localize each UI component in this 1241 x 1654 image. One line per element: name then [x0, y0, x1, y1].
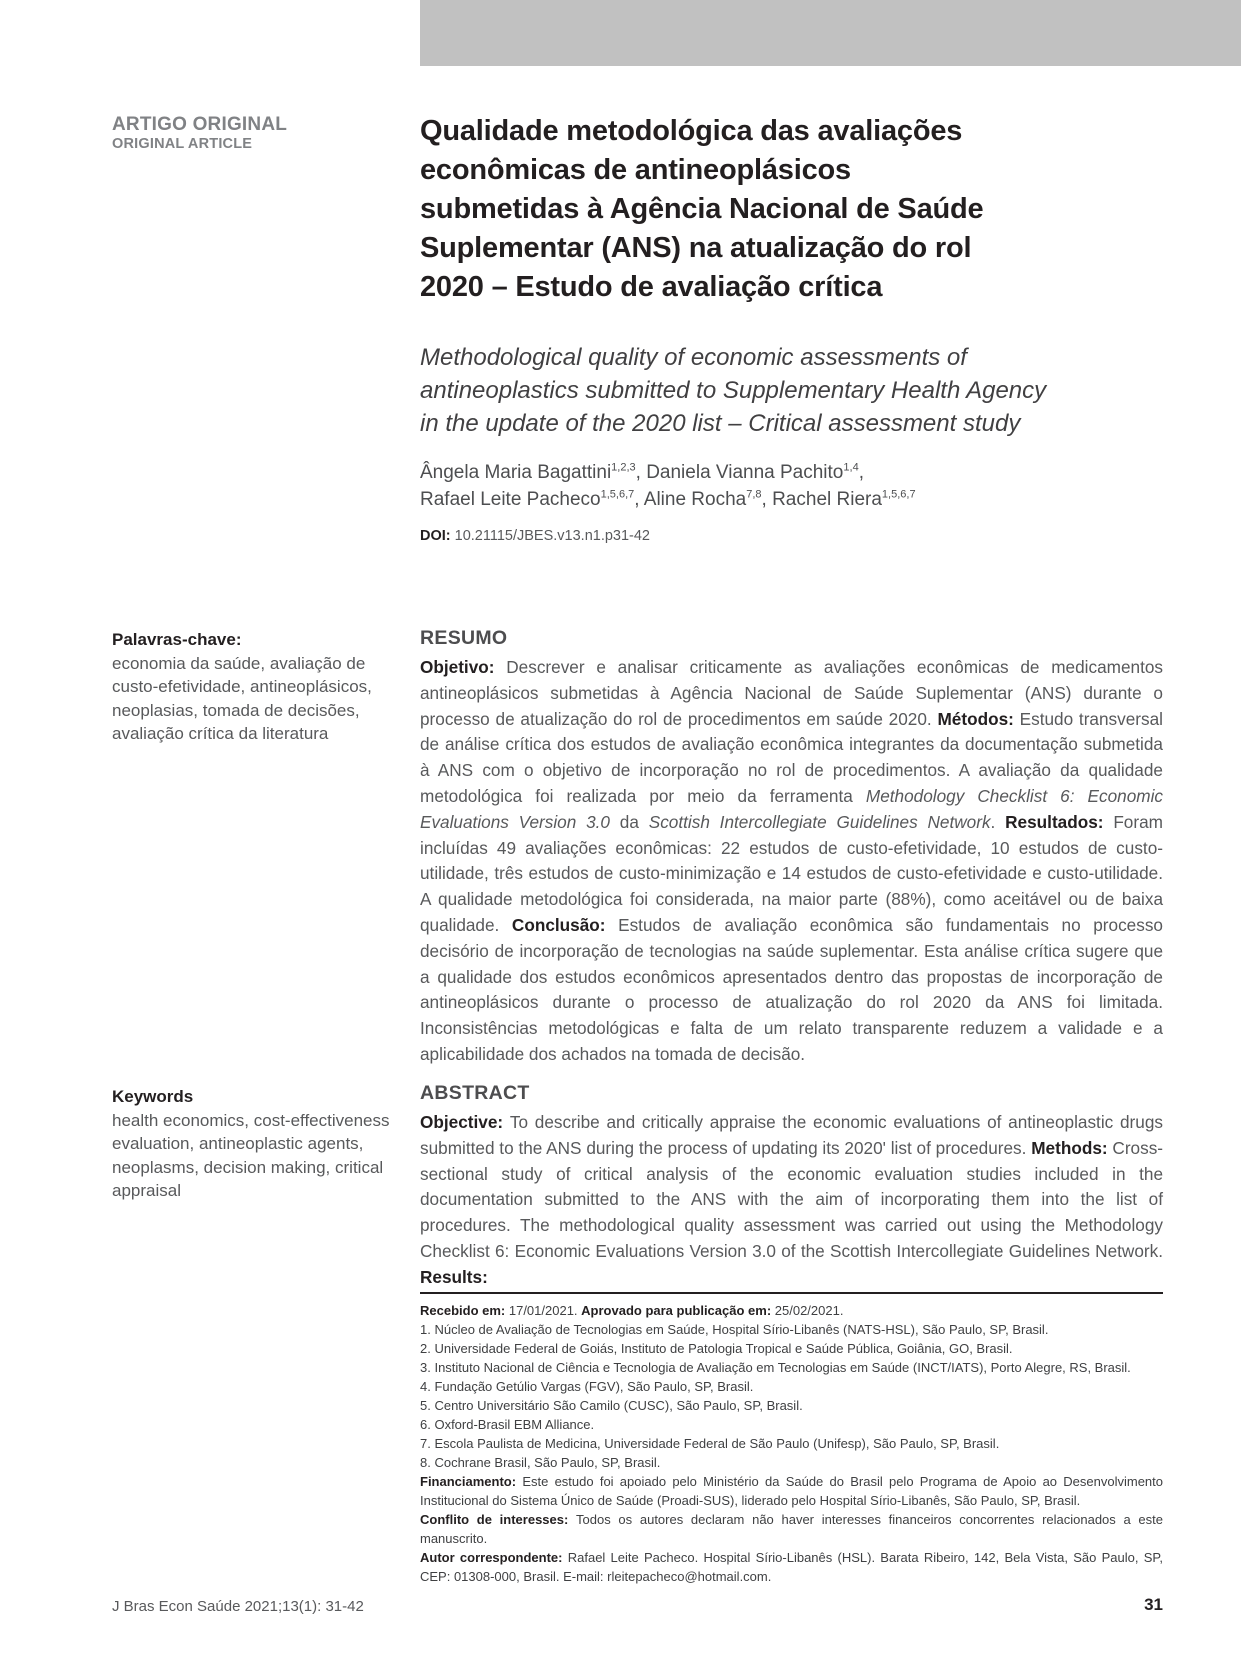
- author-affiliation-superscript: 1,4: [843, 461, 859, 474]
- authors-block: [420, 459, 1163, 513]
- article-title-en: [420, 341, 1163, 440]
- text-run: da: [610, 811, 649, 832]
- affiliation-line: 8. Cochrane Brasil, São Paulo, SP, Brasil.: [420, 1455, 661, 1470]
- text-run: ,: [858, 462, 864, 483]
- bold-label: Recebido em:: [420, 1303, 509, 1318]
- doi-line: [420, 528, 1163, 544]
- title-pt-line: Suplementar (ANS) na atualização do rol: [420, 232, 972, 264]
- corresponding-author-line: [420, 1548, 1163, 1586]
- text-run: Todos os autores declaram não haver interesses financeiros concorrentes relacionados a este manuscrito.: [420, 1512, 1163, 1546]
- footnotes-block: [420, 1301, 1163, 1586]
- bold-label: Métodos:: [937, 708, 1020, 729]
- text-run: Ângela Maria Bagattini: [420, 462, 612, 483]
- title-en-line: Methodological quality of economic assessments of: [420, 344, 967, 371]
- article-type-block: [112, 114, 397, 153]
- authors-line-1: [420, 459, 1163, 486]
- bold-label: Conclusão:: [511, 914, 619, 935]
- text-run: , Daniela Vianna Pachito: [635, 462, 844, 483]
- abstract-paragraph: [420, 1110, 1163, 1291]
- text-run: , Aline Rocha: [634, 489, 747, 510]
- article-type-pt: ARTIGO ORIGINAL: [112, 114, 288, 135]
- title-pt-line: submetidas à Agência Nacional de Saúde: [420, 193, 984, 225]
- text-run: Rafael Leite Pacheco. Hospital Sírio-Libanês (HSL). Barata Ribeiro, 142, Bela Vista, São Paulo, SP, CEP: 01308-000, Brasil. E-mail: rleitepacheco@hotmail.com.: [420, 1550, 1163, 1584]
- header-gray-band: [420, 0, 1241, 66]
- bold-label: Resultados:: [1005, 811, 1114, 832]
- bold-label: Financiamento:: [420, 1474, 523, 1489]
- resumo-heading: RESUMO: [420, 627, 508, 649]
- title-pt-line: 2020 – Estudo de avaliação crítica: [420, 271, 883, 303]
- resumo-paragraph: [420, 655, 1163, 1068]
- keywords-en-label: Keywords: [112, 1087, 194, 1106]
- affiliation-line: 7. Escola Paulista de Medicina, Universidade Federal de São Paulo (Unifesp), São Paulo, SP, Brasil.: [420, 1436, 1000, 1451]
- keywords-en-block: [112, 1085, 402, 1203]
- author-affiliation-superscript: 7,8: [746, 488, 762, 501]
- authors-line-2: [420, 486, 1163, 513]
- title-en-line: antineoplastics submitted to Supplementary Health Agency: [420, 377, 1047, 404]
- text-run: Rafael Leite Pacheco: [420, 489, 601, 510]
- text-run: Descrever e analisar criticamente as avaliações econômicas de medicamentos antineoplásicos submetidas à Agência Nacional de Saúde Suplementar (ANS) durante o processo de atualização do rol de procedimentos em saúde 2020.: [420, 657, 1163, 729]
- author-affiliation-superscript: 1,5,6,7: [600, 488, 635, 501]
- text-run: Estudo transversal de análise crítica dos estudos de avaliação econômica integrantes da documentação submetida à ANS com o objetivo de incorporação no rol de procedimentos. A avaliação da qualidade metodológica foi realizada por meio da ferramenta: [420, 708, 1163, 806]
- affiliation-line: 4. Fundação Getúlio Vargas (FGV), São Paulo, SP, Brasil.: [420, 1379, 754, 1394]
- affiliation-line: 3. Instituto Nacional de Ciência e Tecnologia de Avaliação em Tecnologias em Saúde (INCT/IATS), Porto Alegre, RS, Brasil.: [420, 1360, 1131, 1375]
- affiliation-line: 1. Núcleo de Avaliação de Tecnologias em Saúde, Hospital Sírio-Libanês (NATS-HSL), São Paulo, SP, Brasil.: [420, 1322, 1049, 1337]
- bold-label: Conflito de interesses:: [420, 1512, 577, 1527]
- text-run: Foram incluídas 49 avaliações econômicas: 22 estudos de custo-efetividade, 10 estudos de custo-utilidade, três estudos de custo-minimização e 14 estudos de custo-efetividade e custo-utilidade. A qualidade metodológica foi considerada, na maior parte (88%), como aceitável ou de baixa qualidade.: [420, 811, 1163, 935]
- affiliation-line: 6. Oxford-Brasil EBM Alliance.: [420, 1417, 595, 1432]
- doi-value: 10.21115/JBES.v13.n1.p31-42: [454, 528, 651, 544]
- italic-text: Methodology Checklist 6: Economic Evaluations Version 3.0: [420, 785, 1164, 832]
- affiliation-line: 5. Centro Universitário São Camilo (CUSC), São Paulo, SP, Brasil.: [420, 1398, 803, 1413]
- footer-page-number: 31: [1144, 1595, 1163, 1614]
- keywords-pt-block: [112, 628, 402, 746]
- bold-label: Aprovado para publicação em:: [581, 1303, 775, 1318]
- footnote-divider-rule: [420, 1292, 1163, 1294]
- footer-journal-citation: J Bras Econ Saúde 2021;13(1): 31-42: [112, 1598, 364, 1615]
- article-type-en: ORIGINAL ARTICLE: [112, 136, 253, 152]
- title-pt-line: econômicas de antineoplásicos: [420, 154, 851, 186]
- author-affiliation-superscript: 1,5,6,7: [881, 488, 916, 501]
- text-run: To describe and critically appraise the economic evaluations of antineoplastic drugs submitted to the ANS during the process of updating its 2020' list of procedures.: [420, 1112, 1163, 1158]
- article-title-pt: [420, 112, 1163, 307]
- keywords-pt-text: economia da saúde, avaliação de custo-efetividade, antineoplásicos, neoplasias, tomada de decisões, avaliação crítica da literatura: [112, 653, 372, 743]
- title-en-line: in the update of the 2020 list – Critical assessment study: [420, 410, 1021, 437]
- bold-label: Methods:: [1031, 1137, 1113, 1158]
- text-run: .: [990, 811, 1006, 832]
- keywords-en-text: health economics, cost-effectiveness evaluation, antineoplastic agents, neoplasms, decision making, critical appraisal: [112, 1110, 390, 1200]
- received-approved-line: [420, 1301, 1163, 1320]
- text-run: 17/01/2021.: [508, 1303, 582, 1318]
- keywords-pt-label: Palavras-chave:: [112, 630, 242, 649]
- text-run: Cross-sectional study of critical analysis of the economic evaluation studies included in the documentation submitted to the ANS with the aim of incorporating them into the list of procedures. The methodological quality assessment was carried out using the Methodology Checklist 6: Economic Evaluations Version 3.0 of the Scottish Intercollegiate Guidelines Network.: [420, 1137, 1164, 1261]
- text-run: Este estudo foi apoiado pelo Ministério da Saúde do Brasil pelo Programa de Apoio ao Desenvolvimento Institucional do Sistema Único de Saúde (Proadi-SUS), liderado pelo Hospital Sírio-Libanês, São Paulo, SP, Brasil.: [420, 1474, 1163, 1508]
- bold-label: Autor correspondente:: [420, 1550, 568, 1565]
- bold-label: Results:: [420, 1266, 488, 1287]
- text-run: Estudos de avaliação econômica são fundamentais no processo decisório de incorporação de tecnologias na saúde suplementar. Esta análise crítica sugere que a qualidade dos estudos econômicos apresentados dentro das propostas de incorporação de antineoplásicos durante o processo de atualização do rol 2020 da ANS foi limitada. Inconsistências metodológicas e falta de um relato transparente reduzem a validade e a aplicabilidade dos achados na tomada de decisão.: [420, 914, 1163, 1064]
- bold-label: Objetivo:: [420, 657, 507, 677]
- conflict-of-interest-line: [420, 1510, 1163, 1548]
- affiliation-line: 2. Universidade Federal de Goiás, Instituto de Patologia Tropical e Saúde Pública, Goiânia, GO, Brasil.: [420, 1341, 1013, 1356]
- bold-label: Objective:: [420, 1112, 510, 1132]
- text-run: 25/02/2021.: [774, 1303, 844, 1318]
- italic-text: Scottish Intercollegiate Guidelines Network: [648, 811, 991, 832]
- doi-label: DOI:: [420, 528, 451, 544]
- funding-line: [420, 1472, 1163, 1510]
- author-affiliation-superscript: 1,2,3: [611, 461, 636, 474]
- text-run: , Rachel Riera: [761, 489, 882, 510]
- abstract-heading: ABSTRACT: [420, 1082, 530, 1104]
- title-pt-line: Qualidade metodológica das avaliações: [420, 115, 963, 147]
